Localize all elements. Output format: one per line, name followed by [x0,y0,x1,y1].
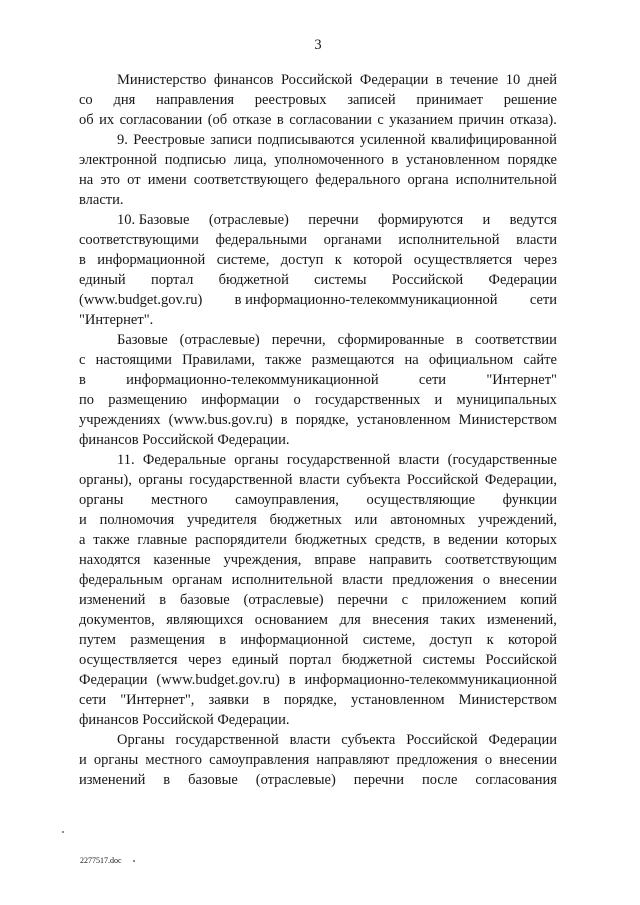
text-line [117,130,557,150]
text-line [79,610,557,630]
word: в [433,532,441,548]
word: формируются [377,212,464,228]
word: порядке, [283,692,337,708]
word: (отраслевые) [255,772,336,788]
word: Российской [406,732,478,748]
word: государственной [175,732,279,748]
word: самоуправления [209,752,310,768]
word: учредителя [186,512,257,528]
word: размещения [130,632,205,648]
word: в [276,112,284,128]
word: Федерации [359,72,429,88]
text-line [79,670,557,690]
word: в [391,152,399,168]
text-line [79,630,557,650]
word: которых [505,532,557,548]
word: перечни [353,772,405,788]
word: порядке [507,152,557,168]
word: базовые [188,772,238,788]
word: органы [79,492,124,508]
word: уполномоченного [274,152,384,168]
word: власти [342,572,383,588]
word: изменений, [486,612,557,628]
paragraph [79,330,557,450]
word: согласовании [119,112,203,128]
word: через [187,652,222,668]
text-line [79,150,557,170]
paragraph [79,130,557,210]
word: единый [231,652,279,668]
word: на [79,172,94,188]
word: в [456,332,464,348]
word: электронной [79,152,158,168]
word: размещению [108,392,188,408]
text-line [79,690,557,710]
word: базовые [179,592,230,608]
word: таких [440,612,476,628]
word: федерального [315,172,401,188]
word: ведутся [509,212,557,228]
word: бюджетной [218,272,289,288]
word: местного [145,752,202,768]
word: перечни [308,212,359,228]
word: Федеральные [142,452,226,468]
word: направить [368,552,432,568]
word: субъекта [341,732,396,748]
word: осуществляется [79,652,178,668]
text-line [79,750,557,770]
text-line [79,350,557,370]
word: реестровых [254,92,327,108]
text-line [117,210,557,230]
word: власти [516,232,557,248]
text-line: "Интернет". [79,312,154,328]
word: федеральным [79,572,163,588]
word: предложения [392,572,474,588]
word: Федерации [488,732,557,748]
text-line [79,230,557,250]
word: единый [79,272,126,288]
text-line [79,270,557,290]
word: в информационно-телекоммуникационной [234,292,498,308]
word: в [280,412,288,428]
word: в [288,672,296,688]
word: через [523,252,557,268]
word: сайте [523,352,557,368]
word: которой [507,632,557,648]
word: согласования [475,772,557,788]
text-line: финансов Российской Федерации. [79,712,290,728]
word: средств, [374,532,426,548]
word: и [482,212,491,228]
text-line: финансов Российской Федерации. [79,432,290,448]
word: учреждений, [478,512,557,528]
paragraph [79,210,557,330]
word: порядке, [295,412,349,428]
word: органами [323,232,382,248]
word: Министерством [458,692,557,708]
word: принимает [416,92,483,108]
word: перечни [337,592,388,608]
word: отказе [232,112,272,128]
text-line [117,330,557,350]
word: в [435,72,443,88]
word: полномочия [99,512,175,528]
word: соответствующего [193,172,309,188]
word: Федерации [488,272,557,288]
word: в [79,372,86,388]
word: также [93,532,130,548]
word: о [482,572,490,588]
word: квалифицированной [430,132,557,148]
word: Федерации [79,672,148,688]
word: и [434,392,443,408]
word: подписываются [257,132,355,148]
page-number: 3 [314,37,322,53]
word: муниципальных [456,392,557,408]
word: информационной [240,632,349,648]
word: самоуправления, [235,492,339,508]
word: после [421,772,458,788]
word: сформированные [337,332,445,348]
word: соответствующим [444,552,557,568]
word: по [79,392,95,408]
word: о [484,752,493,768]
word: размещаются [311,352,395,368]
word: Министерство [117,72,207,88]
word: в [262,692,270,708]
word: Реестровые [133,132,205,148]
word: учреждения, [223,552,302,568]
word: заявки [208,692,249,708]
text-line [79,410,557,430]
word: основанием [254,612,328,628]
word: официальном [428,352,514,368]
word: направляют [316,752,390,768]
word: в [159,592,167,608]
text-line [79,530,557,550]
word: путем [79,632,116,648]
word: бюджетной [341,652,413,668]
word: субъекта [346,472,401,488]
word: сети [79,692,107,708]
word: внесении [499,752,557,768]
word: финансов [213,72,274,88]
word: к [334,252,342,268]
word: записей [347,92,396,108]
word: для [339,612,361,628]
paragraph [79,70,557,130]
word: государственной [286,452,391,468]
text-line [79,550,557,570]
word: "Интернет", [120,692,195,708]
word: (www.budget.gov.ru) [156,672,280,688]
scan-speck [133,860,135,862]
word: предложения [396,752,478,768]
word: отказа). [509,112,557,128]
word: информационной [97,252,206,268]
word: органы), [79,472,132,488]
word: копий [520,592,557,608]
word: внесении [499,572,557,588]
paragraph [79,450,557,730]
text-line [79,590,557,610]
word: с [79,352,86,368]
word: информационно-телекоммуникационной [304,672,557,688]
word: системе, [362,632,416,648]
word: Базовые [117,332,168,348]
word: лица, [233,152,267,168]
word: со [79,92,93,108]
word: (www.bus.gov.ru) [168,412,273,428]
word: главные [137,532,188,548]
word: органам [172,572,223,588]
footer-filename: 2277517.doc [80,856,122,865]
word: местного [150,492,208,508]
word: портал [150,272,194,288]
word: Правилами, [182,352,256,368]
word: осуществляется [413,252,513,268]
word: в [79,252,86,268]
word: исполнительной [398,232,500,248]
word: ведении [447,532,499,548]
word: течение [450,72,499,88]
word: соответствии [475,332,557,348]
word: Российской [280,72,353,88]
word: на [404,352,419,368]
text-line [79,510,557,530]
word: (об [207,112,228,128]
word: федеральными [215,232,308,248]
word: портал [289,652,332,668]
word: 9. [117,132,128,148]
word: дня [113,92,136,108]
word: установленном [356,412,451,428]
word: власти [299,472,340,488]
word: изменений [79,772,146,788]
word: государственной [189,472,293,488]
word: сети [418,372,447,388]
word: а [79,532,86,548]
word: системы [422,652,475,668]
word: исполнительной [231,572,333,588]
word: вправе [314,552,356,568]
word: Министерством [458,412,557,428]
word: записи [210,132,252,148]
word: установленном [350,692,445,708]
word: установленном [406,152,500,168]
text-line [79,250,557,270]
word: органа [407,172,449,188]
word: это [100,172,120,188]
text-line [79,490,557,510]
word: исполнительной [455,172,557,188]
word: системе, [216,252,270,268]
word: в [219,632,227,648]
word: 10 [505,72,521,88]
word: или [354,512,378,528]
word: изменений [79,592,146,608]
word: и [79,512,87,528]
word: информации [201,392,280,408]
word: подписью [164,152,227,168]
word: приложением [421,592,507,608]
word: (отраслевые) [243,592,324,608]
word: также [265,352,302,368]
word: власти [398,452,440,468]
word: и [79,752,87,768]
text-line [79,90,557,110]
word: дней [527,72,557,88]
word: информационно-телекоммуникационной [126,372,379,388]
paragraph [79,730,557,790]
word: настоящими [95,352,172,368]
word: бюджетных [294,532,367,548]
word: сети [529,292,557,308]
word: которой [353,252,403,268]
word: документов, [79,612,155,628]
word: казенные [153,552,211,568]
word: доступ [429,632,473,648]
word: с [377,112,384,128]
word: государственных [314,392,421,408]
word: власти [289,732,331,748]
word: 11. [117,452,135,468]
word: к [486,632,494,648]
word: указанием [389,112,454,128]
word: (www.budget.gov.ru) [79,292,203,308]
word: учреждениях [79,412,161,428]
text-line [117,70,557,90]
word: их [99,112,115,128]
word: о [293,392,301,408]
text-line [79,470,557,490]
word: бюджетных [269,512,342,528]
word: с [401,592,409,608]
word: (отраслевые) [179,332,260,348]
word: распорядители [194,532,287,548]
word: имени [147,172,187,188]
word: (отраслевые) [208,212,289,228]
word: "Интернет" [486,372,557,388]
text-line [79,650,557,670]
word: являющихся [166,612,244,628]
word: системы [314,272,367,288]
word: доступ [280,252,324,268]
text-line [117,730,557,750]
word: в [163,772,171,788]
word: 10. Базовые [117,212,190,228]
word: находятся [79,552,141,568]
word: причин [458,112,505,128]
scan-speck [62,831,64,833]
word: осуществляющие [366,492,476,508]
word: усиленной [359,132,426,148]
word: от [127,172,141,188]
word: внесения [372,612,429,628]
word: согласовании [289,112,372,128]
word: перечни, [271,332,326,348]
word: об [79,112,94,128]
word: органы [234,452,279,468]
word: (государственные [447,452,557,468]
word: направления [156,92,234,108]
word: Органы [117,732,165,748]
text-line [79,110,557,130]
word: автономных [390,512,466,528]
word: органы [138,472,183,488]
word: решение [503,92,557,108]
word: соответствующими [79,232,199,248]
document-body [79,70,557,790]
text-line [79,290,557,310]
word: функции [502,492,557,508]
word: Федерации, [484,472,557,488]
text-line [79,770,557,790]
text-line: власти. [79,192,124,208]
word: Российской [485,652,557,668]
text-line [79,370,557,390]
text-line [79,170,557,190]
text-line [79,390,557,410]
word: органы [93,752,139,768]
word: Российской [391,272,464,288]
text-line [79,570,557,590]
word: Российской [406,472,479,488]
text-line [117,450,557,470]
